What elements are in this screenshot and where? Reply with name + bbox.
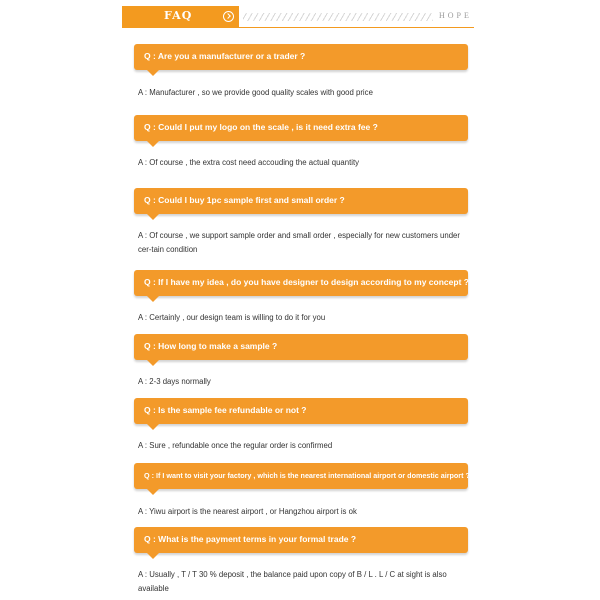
answer-text: A : Manufacturer , so we provide good quality scales with good price (138, 88, 373, 97)
faq-tab (122, 6, 239, 27)
answer-text: A : Of course , the extra cost need accouding the actual quantity (138, 158, 360, 167)
question-pointer (147, 424, 159, 430)
question-text: Q : If I have my idea , do you have designer to design according to my concept ? (144, 277, 469, 287)
question-pointer (147, 489, 159, 495)
answer-text: A : Of course , we support sample order and small order , especially for new customers under cer-tain condition (138, 231, 460, 254)
answer-text: A : Yiwu airport is the nearest airport , or Hangzhou airport is ok (138, 507, 357, 516)
question-text: Q : What is the payment terms in your formal trade ? (144, 534, 357, 544)
answer-text: A : Sure , refundable once the regular order is confirmed (138, 441, 333, 450)
question-bar (134, 44, 468, 70)
question-bar (134, 188, 468, 214)
question-pointer (147, 141, 159, 147)
question-text: Q : If I want to visit your factory , which is the nearest international airport or domestic airport ? (144, 471, 470, 480)
question-bar (134, 334, 468, 360)
question-bar (134, 115, 468, 141)
question-pointer (147, 214, 159, 220)
answer-text: A : Usually , T / T 30 % deposit , the balance paid upon copy of B / L . L / C at sight is also available (138, 570, 447, 593)
header-divider (122, 27, 474, 28)
question-pointer (147, 70, 159, 76)
question-pointer (147, 360, 159, 366)
answer-text: A : Certainly , our design team is willing to do it for you (138, 313, 326, 322)
question-text: Q : Could I buy 1pc sample first and small order ? (144, 195, 345, 205)
question-bar (134, 398, 468, 424)
question-text: Q : Could I put my logo on the scale , is it need extra fee ? (144, 122, 378, 132)
decorative-stripe (243, 13, 433, 21)
question-pointer (147, 553, 159, 559)
question-bar (134, 270, 468, 296)
answer-text: A : 2-3 days normally (138, 377, 211, 386)
question-text: Q : Are you a manufacturer or a trader ? (144, 51, 306, 61)
question-text: Q : Is the sample fee refundable or not ? (144, 405, 307, 415)
question-bar (134, 463, 468, 489)
circle-arrow-right-icon (223, 11, 234, 22)
faq-header (122, 6, 474, 27)
question-text: Q : How long to make a sample ? (144, 341, 278, 351)
question-bar (134, 527, 468, 553)
header-brand-text: HOPE (439, 11, 472, 20)
faq-title: FAQ (164, 9, 193, 22)
question-pointer (147, 296, 159, 302)
